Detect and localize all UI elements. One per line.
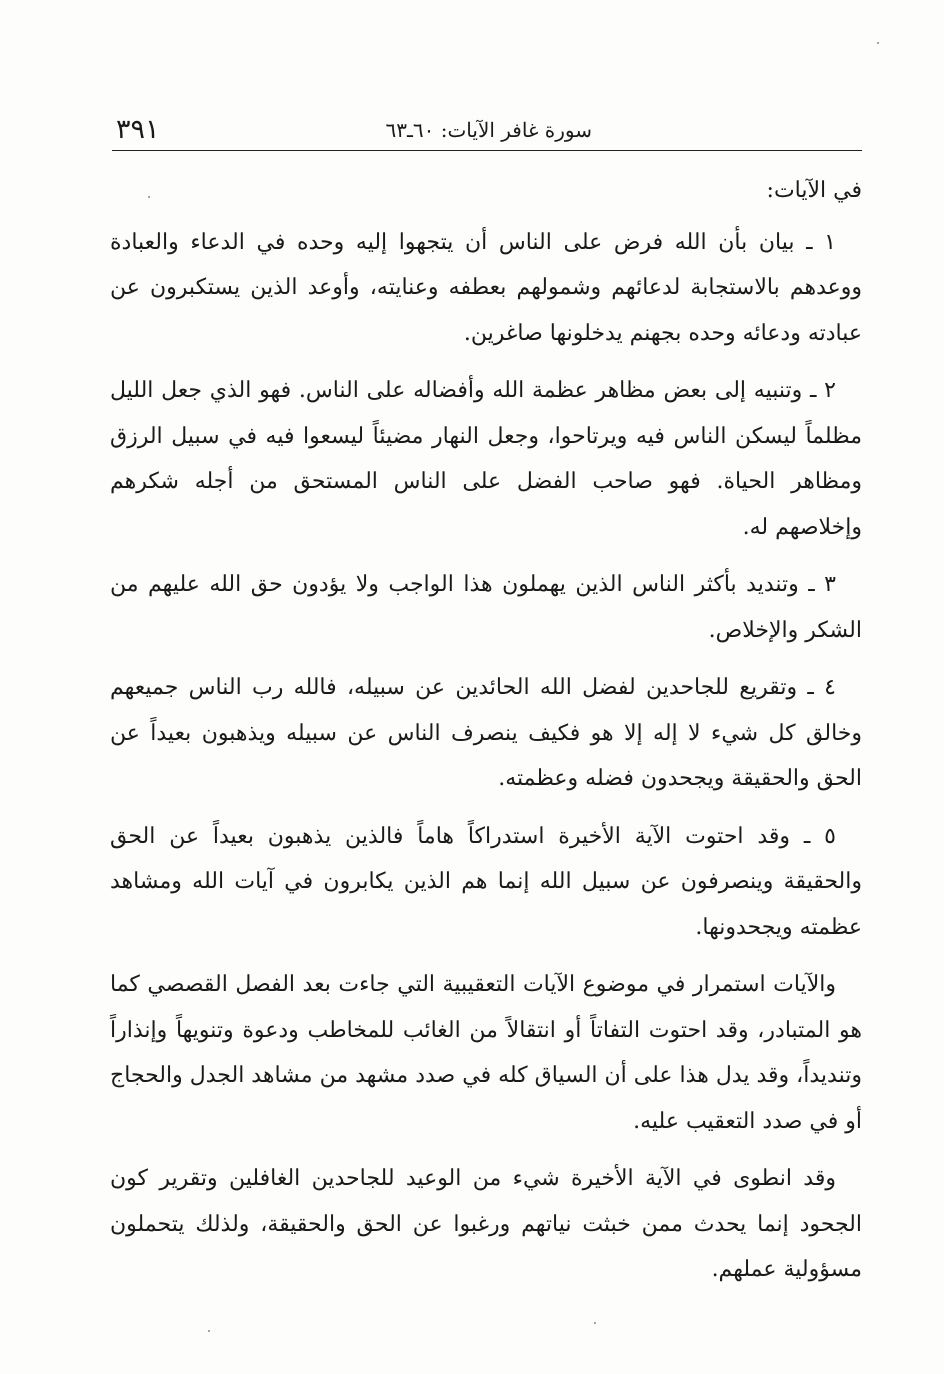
list-item: ٣ ـ وتنديد بأكثر الناس الذين يهملون هذا الواجب ولا يؤدون حق الله عليهم من الشكر والإخلاص.	[110, 572, 862, 643]
scan-speck	[594, 1322, 596, 1324]
page-number: ٣٩١	[116, 114, 160, 145]
paragraph: وقد انطوى في الآية الأخيرة شيء من الوعيد للجاحدين الغافلين وتقرير كون الجحود إنما يحدث ممن خبثت نياتهم ورغبوا عن الحق والحقيقة، ولذلك يتحملون مسؤولية عملهم.	[110, 1166, 862, 1282]
page-body	[110, 168, 862, 1305]
list-item: ٤ ـ وتقريع للجاحدين لفضل الله الحائدين عن سبيله، فالله رب الناس جميعهم وخالق كل شيء لا إله إلا هو فكيف ينصرف الناس عن سبيله ويذهبون بعيداً عن الحق والحقيقة ويجحدون فضله وعظمته.	[110, 675, 862, 791]
scan-speck	[148, 196, 150, 198]
paragraph: والآيات استمرار في موضوع الآيات التعقيبية التي جاءت بعد الفصل القصصي كما هو المتبادر، وقد احتوت التفاتاً أو انتقالاً من الغائب للمخاطب ودعوة وتنويهاً وإنذاراً وتنديداً، وقد يدل هذا على أن السياق كله في صدد مشهد من مشاهد الجدل والحجاج أو في صدد التعقيب عليه.	[110, 972, 862, 1134]
list-item: ١ ـ بيان بأن الله فرض على الناس أن يتجهوا إليه وحده في الدعاء والعبادة ووعدهم بالاستجابة لدعائهم وشمولهم بعطفه وعنايته، وأوعد الذين يستكبرون عن عبادته ودعائه وحده بجهنم يدخلونها صاغرين.	[110, 229, 862, 346]
scan-speck	[208, 1330, 210, 1332]
scan-speck	[877, 42, 879, 44]
list-item: ٢ ـ وتنبيه إلى بعض مظاهر عظمة الله وأفضاله على الناس. فهو الذي جعل الليل مظلماً ليسكن الناس فيه ويرتاحوا، وجعل النهار مضيئاً ليسعوا فيه في سبيل الرزق ومظاهر الحياة. فهو صاحب الفضل على الناس المستحق من أجله شكرهم وإخلاصهم له.	[110, 378, 862, 540]
page-header	[112, 108, 862, 151]
running-title: سورة غافر الآيات: ٦٠ـ٦٣	[385, 118, 592, 142]
section-intro: في الآيات:	[766, 178, 862, 203]
list-item: ٥ ـ وقد احتوت الآية الأخيرة استدراكاً هاماً فالذين يذهبون بعيداً عن الحق والحقيقة وينصرفون عن سبيل الله إنما هم الذين يكابرون في آيات الله ومشاهد عظمته ويجحدونها.	[110, 823, 862, 940]
